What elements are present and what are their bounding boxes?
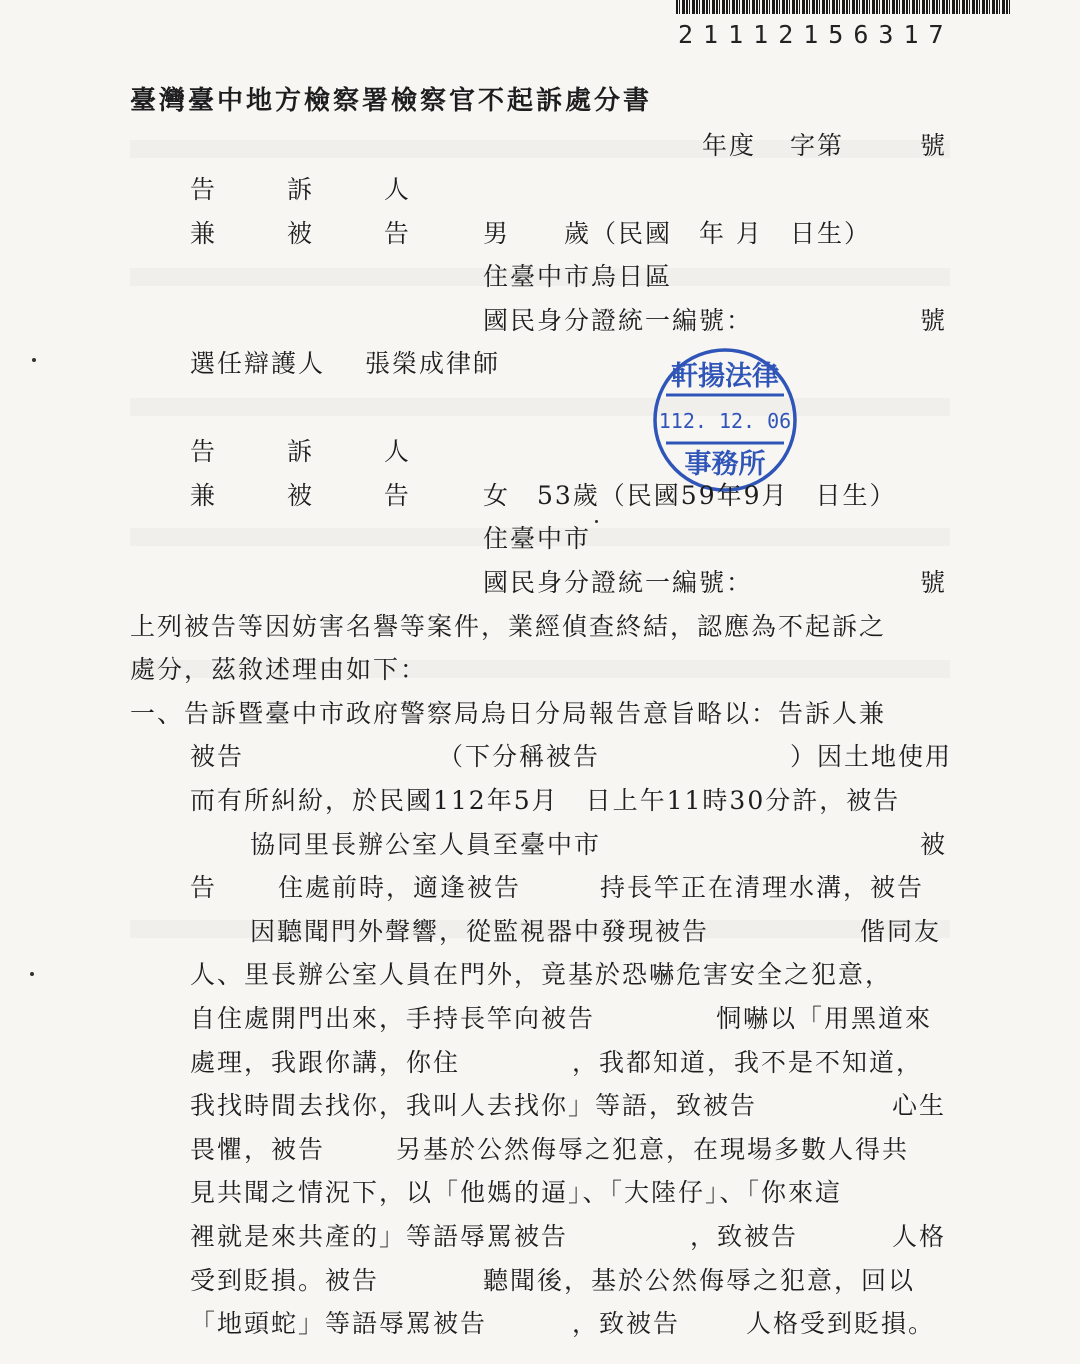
stamp-bottom-text: 事務所 [684,449,766,480]
body-line-14b: 聽聞後，基於公然侮辱之犯意，回以 [483,1266,916,1295]
body-line-10b: 心生 [892,1091,947,1120]
party2-role-complainant: 告 訴 人 [190,437,441,466]
body-line-9a: 處理，我跟你講，你住 [190,1048,461,1077]
scan-speck [595,520,598,523]
case-year: 年度 [702,131,757,160]
body-line-5c: 持長竿正在清理水溝，被告 [600,873,925,902]
intro-line-1: 上列被告等因妨害名譽等案件，業經偵查終結，認應為不起訴之 [130,612,887,641]
body-line-2c: ）因土地使用 [790,742,953,771]
body-line-15b: ，致被告 [572,1309,681,1338]
body-line-8a: 自住處開門出來，手持長竿向被告 [190,1004,596,1033]
body-line-6b: 偕同友 [860,917,942,946]
body-line-10a: 我找時間去找你，我叫人去找你」等語，致被告 [190,1091,758,1120]
body-line-12: 見共聞之情況下，以「他媽的逼」、「大陸仔」、「你來這 [190,1178,843,1207]
body-line-1: 一、告訴暨臺中市政府警察局烏日分局報告意旨略以：告訴人兼 [130,699,887,728]
body-line-4a: 協同里長辦公室人員至臺中市 [250,830,602,859]
stamp-top-text: 軒揚法律 [671,361,779,392]
scan-speck [32,358,36,362]
body-line-2b: （下分稱被告 [438,742,601,771]
body-line-15a: 「地頭蛇」等語辱罵被告 [190,1309,488,1338]
body-line-14a: 受到貶損。被告 [190,1266,380,1295]
party1-role-complainant: 告 訴 人 [190,175,441,204]
body-line-13b: ，致被告 [690,1222,799,1251]
law-firm-stamp [650,345,800,495]
party2-id-label: 國民身分證統一編號： [483,568,754,597]
party1-address: 住臺中市烏日區 [483,262,673,291]
body-line-13a: 裡就是來共產的」等語辱罵被告 [190,1222,569,1251]
body-line-11a: 畏懼，被告 [190,1135,326,1164]
party1-role-defendant: 兼 被 告 [190,219,441,248]
counsel-label: 選任辯護人 [190,349,326,378]
body-line-13c: 人格 [892,1222,947,1251]
stamp-date: 112. 12. 06 [658,409,792,433]
body-line-2a: 被告 [190,742,245,771]
party2-address: 住臺中市 [483,524,592,553]
intro-line-2: 處分，茲敘述理由如下： [130,655,428,684]
body-line-5b: 住處前時，適逢被告 [278,873,522,902]
document-title: 臺灣臺中地方檢察署檢察官不起訴處分書 [130,86,653,116]
scan-speck [30,972,34,976]
party1-id-suffix: 號 [920,306,948,335]
bleed-through-line [130,398,950,416]
party2-role-defendant: 兼 被 告 [190,481,441,510]
party1-info: 男 歲（民國 年 月 日生） [483,219,871,248]
barcode-number: 21112156317 [678,20,954,49]
case-char: 字第 [790,131,845,160]
barcode [676,0,1010,14]
party2-id-suffix: 號 [920,568,948,597]
body-line-4b: 被 [920,830,948,859]
body-line-15c: 人格受到貶損。 [746,1309,936,1338]
body-line-11b: 另基於公然侮辱之犯意，在現場多數人得共 [396,1135,910,1164]
body-line-7: 人、里長辦公室人員在門外，竟基於恐嚇危害安全之犯意， [190,960,893,989]
body-line-6a: 因聽聞門外聲響，從監視器中發現被告 [250,917,710,946]
party2-info: 女 53歲（民國59年9月 日生） [483,481,897,510]
body-line-5a: 告 [190,873,218,902]
body-line-9b: ，我都知道，我不是不知道， [572,1048,924,1077]
body-line-8b: 恫嚇以「用黑道來 [716,1004,933,1033]
body-line-3: 而有所糾紛，於民國112年5月 日上午11時30分許，被告 [190,786,901,815]
party1-id-label: 國民身分證統一編號： [483,306,754,335]
counsel-name: 張榮成律師 [365,349,501,378]
case-no-suffix: 號 [920,131,948,160]
